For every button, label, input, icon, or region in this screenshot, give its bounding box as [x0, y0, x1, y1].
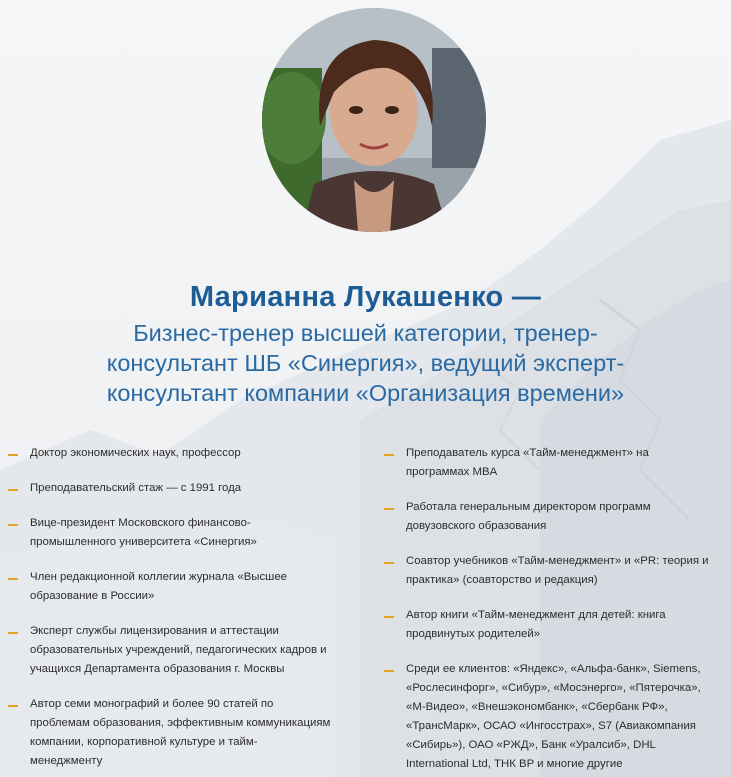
- list-item: Вице-президент Московского финансово- промышленного университета «Синергия»: [8, 514, 360, 552]
- dash-bullet-icon: [384, 454, 394, 456]
- dash-bullet-icon: [384, 508, 394, 510]
- list-item: Автор семи монографий и более 90 статей по проблемам образования, эффективным коммуникациям компании, корпоративной культуре и тайм- менеджменту: [8, 695, 360, 771]
- subtitle-line: Бизнес-тренер высшей категории, тренер-: [133, 320, 598, 346]
- subtitle-line: консультант ШБ «Синергия», ведущий эксперт-: [106, 350, 625, 376]
- dash-bullet-icon: [8, 705, 18, 707]
- list-item: Работала генеральным директором программ довузовского образования: [384, 498, 728, 536]
- list-item: Преподавательский стаж — с 1991 года: [8, 479, 360, 498]
- dash-bullet-icon: [8, 524, 18, 526]
- dash-bullet-icon: [8, 578, 18, 580]
- subtitle-line: консультант компании «Организация времени»: [106, 380, 625, 406]
- dash-bullet-icon: [384, 562, 394, 564]
- list-item: Соавтор учебников «Тайм-менеджмент» и «PR: теория и практика» (соавторство и редакция): [384, 552, 728, 590]
- dash-bullet-icon: [8, 489, 18, 491]
- dash-bullet-icon: [8, 454, 18, 456]
- list-item: Среди ее клиентов: «Яндекс», «Альфа-банк», Siemens, «Рослесинфорг», «Сибур», «Мосэнерго», «Пятерочка», «М-Видео», «Внешэкономбанк», «Сбербанк РФ», «ТрансМарк», ОСАО «Ингосстрах», S7 (Авиакомпания «Сибирь»), ОАО «РЖД», Банк «Уралсиб», DHL International Ltd, ТНК BP и многие другие: [384, 660, 728, 774]
- list-item: Доктор экономических наук, профессор: [8, 444, 360, 463]
- dash-bullet-icon: [384, 616, 394, 618]
- avatar: [262, 8, 486, 232]
- list-item: Автор книги «Тайм-менеджмент для детей: книга продвинутых родителей»: [384, 606, 728, 644]
- left-bullet-list: [8, 444, 360, 771]
- list-item: Член редакционной коллегии журнала «Высшее образование в России»: [8, 568, 360, 606]
- dash-bullet-icon: [384, 670, 394, 672]
- list-item: Эксперт службы лицензирования и аттестации образовательных учреждений, педагогических кадров и учащихся Департамента образования г. Москвы: [8, 622, 360, 679]
- speaker-name: Марианна Лукашенко —: [189, 281, 542, 313]
- speaker-subtitle: [20, 318, 711, 408]
- list-item: Преподаватель курса «Тайм-менеджмент» на программах MBA: [384, 444, 728, 482]
- right-bullet-list: [384, 444, 728, 774]
- dash-bullet-icon: [8, 632, 18, 634]
